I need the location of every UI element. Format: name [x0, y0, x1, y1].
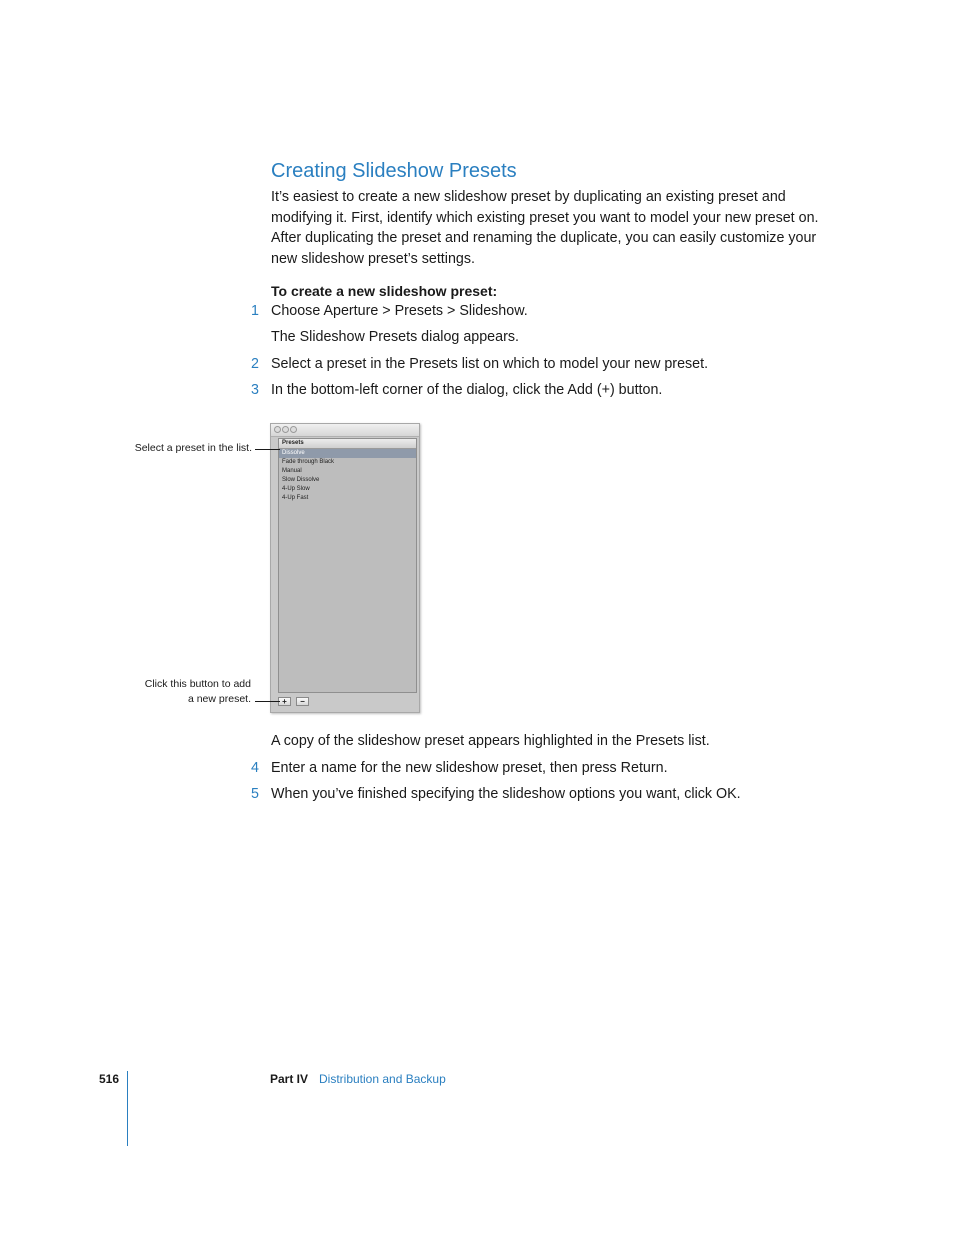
step-number: 3: [251, 382, 259, 398]
close-window-button[interactable]: [274, 426, 281, 433]
step-text: In the bottom-left corner of the dialog, click the Add (+) button.: [271, 382, 663, 398]
add-preset-button[interactable]: +: [278, 697, 291, 706]
step-text: Choose Aperture > Presets > Slideshow.: [271, 303, 528, 319]
page-number: 516: [99, 1072, 120, 1086]
dialog-titlebar: [271, 424, 419, 437]
step-text: When you’ve finished specifying the slideshow options you want, click OK.: [271, 786, 741, 802]
step-number: 5: [251, 786, 259, 802]
preset-list-item[interactable]: Dissolve: [279, 449, 416, 458]
step-text: Enter a name for the new slideshow preset, then press Return.: [271, 760, 668, 776]
intro-paragraph: It’s easiest to create a new slideshow preset by duplicating an existing preset and modifying it. First, identify which existing preset you want to model your new preset on. After duplicating the preset and renaming the duplicate, you can easily customize your new slideshow preset’s settings.: [271, 189, 819, 267]
step-text: Select a preset in the Presets list on which to model your new preset.: [271, 356, 709, 372]
remove-preset-button[interactable]: −: [296, 697, 309, 706]
footer-divider: [127, 1071, 128, 1146]
step-number: 4: [251, 760, 259, 776]
select-preset-leader-line: [255, 449, 280, 450]
preset-list-item[interactable]: Manual: [282, 468, 302, 474]
preset-list-item[interactable]: Fade through Black: [282, 459, 335, 465]
minimize-window-button[interactable]: [282, 426, 289, 433]
step-number: 1: [251, 303, 259, 319]
footer-chapter[interactable]: Distribution and Backup: [319, 1072, 446, 1086]
add-button-leader-line: [255, 701, 280, 702]
preset-list-item[interactable]: 4-Up Slow: [282, 486, 310, 492]
section-title: Creating Slideshow Presets: [271, 160, 517, 182]
add-button-callout-line1: Click this button to add: [144, 678, 251, 690]
step-note: A copy of the slideshow preset appears highlighted in the Presets list.: [271, 733, 710, 749]
preset-list-item[interactable]: Slow Dissolve: [282, 477, 320, 483]
step-note: The Slideshow Presets dialog appears.: [271, 329, 519, 345]
slideshow-presets-dialog: [270, 423, 420, 713]
presets-list[interactable]: [278, 438, 417, 693]
select-preset-callout: Select a preset in the list.: [134, 442, 252, 454]
step-number: 2: [251, 356, 259, 372]
footer-part: Part IV: [270, 1072, 309, 1086]
zoom-window-button[interactable]: [290, 426, 297, 433]
procedure-lead: To create a new slideshow preset:: [271, 283, 498, 299]
presets-list-header: Presets: [279, 439, 416, 449]
add-button-callout-line2: a new preset.: [187, 693, 251, 705]
preset-list-item[interactable]: 4-Up Fast: [282, 495, 309, 501]
